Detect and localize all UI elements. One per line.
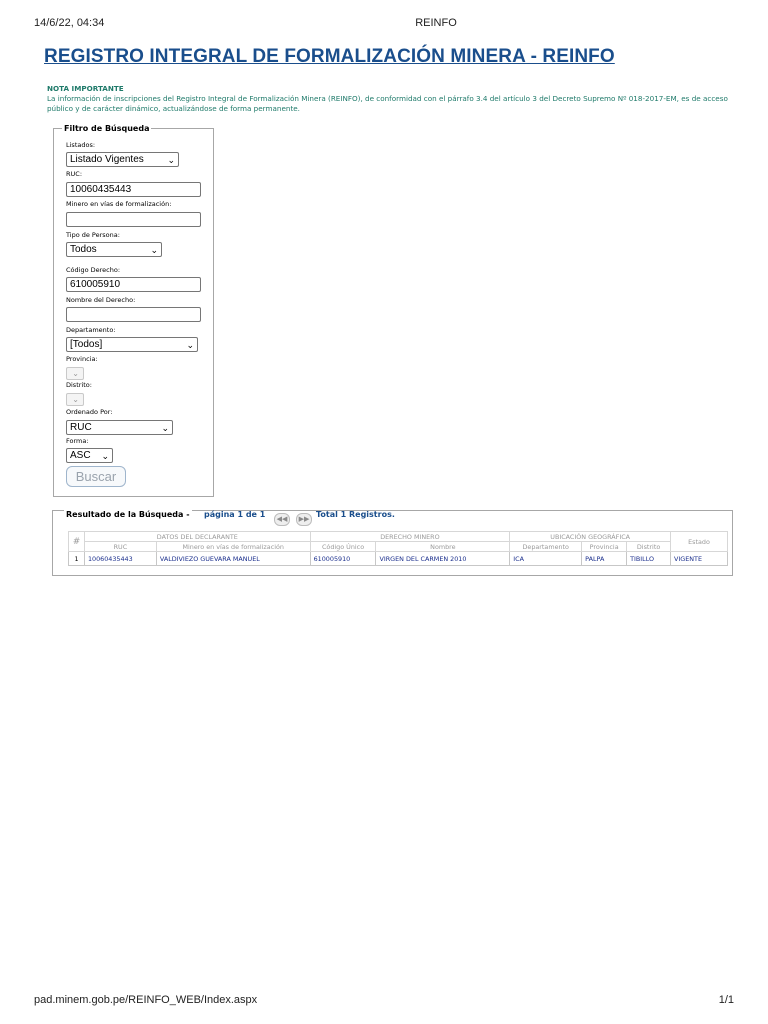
chevron-down-icon: ⌄ bbox=[72, 395, 79, 404]
tipo-persona-value: Todos bbox=[70, 244, 97, 255]
ordenado-value: RUC bbox=[70, 422, 92, 433]
chevron-down-icon: ⌄ bbox=[186, 340, 194, 350]
group-header-declarante: DATOS DEL DECLARANTE bbox=[84, 532, 310, 542]
cell-codigo: 610005910 bbox=[310, 552, 376, 566]
column-header-minero: Minero en vías de formalización bbox=[156, 542, 310, 552]
chevron-down-icon: ⌄ bbox=[161, 423, 169, 433]
provincia-label: Provincia: bbox=[66, 355, 98, 363]
page-title: REGISTRO INTEGRAL DE FORMALIZACIÓN MINERA - REINFO bbox=[44, 46, 615, 67]
group-header-ubicacion: UBICACIÓN GEOGRÁFICA bbox=[510, 532, 671, 542]
print-datetime: 14/6/22, 04:34 bbox=[34, 17, 105, 29]
column-header-departamento: Departamento bbox=[510, 542, 582, 552]
forma-label: Forma: bbox=[66, 437, 89, 445]
tipo-persona-label: Tipo de Persona: bbox=[66, 231, 120, 239]
column-header-ruc: RUC bbox=[84, 542, 156, 552]
double-chevron-left-icon[interactable]: ◀◀ bbox=[274, 513, 290, 526]
search-filter-legend: Filtro de Búsqueda bbox=[64, 124, 150, 133]
nota-text: La información de inscripciones del Registro Integral de Formalización Minera (REINFO), de conformidad con el párrafo 3.4 del artículo 3 del Decreto Supremo Nº 018-2017-EM, es de acceso público y de carácter dinámico, actualizándose de forma permanente. bbox=[47, 94, 728, 113]
ordenado-select[interactable] bbox=[66, 420, 173, 435]
print-page-number: 1/1 bbox=[718, 994, 734, 1006]
ruc-input[interactable]: 10060435443 bbox=[66, 182, 201, 197]
departamento-value: [Todos] bbox=[70, 339, 103, 350]
nombre-label: Nombre del Derecho: bbox=[66, 296, 136, 304]
cell-minero: VALDIVIEZO GUEVARA MANUEL bbox=[156, 552, 310, 566]
listados-value: Listado Vigentes bbox=[70, 154, 144, 165]
group-header-derecho: DERECHO MINERO bbox=[310, 532, 510, 542]
pagination-text: página 1 de 1 bbox=[204, 510, 266, 519]
distrito-label: Distrito: bbox=[66, 381, 92, 389]
row-number-header: # bbox=[69, 532, 85, 552]
forma-select[interactable] bbox=[66, 448, 113, 463]
column-header-estado: Estado bbox=[671, 532, 728, 552]
column-header-provincia: Provincia bbox=[582, 542, 627, 552]
print-doc-title: REINFO bbox=[415, 17, 457, 29]
column-header-codigo: Código Único bbox=[310, 542, 376, 552]
column-header-nombre: Nombre bbox=[376, 542, 510, 552]
forma-value: ASC bbox=[70, 450, 91, 461]
cell-distrito: TIBILLO bbox=[627, 552, 671, 566]
chevron-down-icon: ⌄ bbox=[101, 451, 109, 461]
table-row bbox=[69, 552, 728, 566]
buscar-button[interactable]: Buscar bbox=[66, 466, 126, 487]
nombre-derecho-input[interactable] bbox=[66, 307, 201, 322]
minero-label: Minero en vías de formalización: bbox=[66, 200, 172, 208]
minero-input[interactable] bbox=[66, 212, 201, 227]
chevron-down-icon: ⌄ bbox=[167, 155, 175, 165]
departamento-label: Departamento: bbox=[66, 326, 116, 334]
listados-select[interactable] bbox=[66, 152, 179, 167]
column-header-distrito: Distrito bbox=[627, 542, 671, 552]
nota-title: NOTA IMPORTANTE bbox=[47, 84, 124, 93]
ordenado-label: Ordenado Por: bbox=[66, 408, 113, 416]
row-number: 1 bbox=[69, 552, 85, 566]
chevron-down-icon: ⌄ bbox=[72, 369, 79, 378]
cell-departamento: ICA bbox=[510, 552, 582, 566]
nota-importante bbox=[47, 84, 737, 114]
cell-nombre: VIRGEN DEL CARMEN 2010 bbox=[376, 552, 510, 566]
cell-provincia: PALPA bbox=[582, 552, 627, 566]
total-records: Total 1 Registros. bbox=[316, 510, 395, 519]
codigo-derecho-input[interactable]: 610005910 bbox=[66, 277, 201, 292]
ruc-label: RUC: bbox=[66, 170, 83, 178]
tipo-persona-select[interactable] bbox=[66, 242, 162, 257]
listados-label: Listados: bbox=[66, 141, 96, 149]
distrito-select[interactable] bbox=[66, 393, 84, 406]
print-url: pad.minem.gob.pe/REINFO_WEB/Index.aspx bbox=[34, 994, 258, 1006]
double-chevron-right-icon[interactable]: ▶▶ bbox=[296, 513, 312, 526]
codigo-label: Código Derecho: bbox=[66, 266, 121, 274]
chevron-down-icon: ⌄ bbox=[150, 245, 158, 255]
cell-ruc: 10060435443 bbox=[84, 552, 156, 566]
departamento-select[interactable] bbox=[66, 337, 198, 352]
provincia-select[interactable] bbox=[66, 367, 84, 380]
results-legend: Resultado de la Búsqueda - bbox=[66, 510, 190, 519]
results-table bbox=[68, 531, 728, 566]
cell-estado: VIGENTE bbox=[671, 552, 728, 566]
